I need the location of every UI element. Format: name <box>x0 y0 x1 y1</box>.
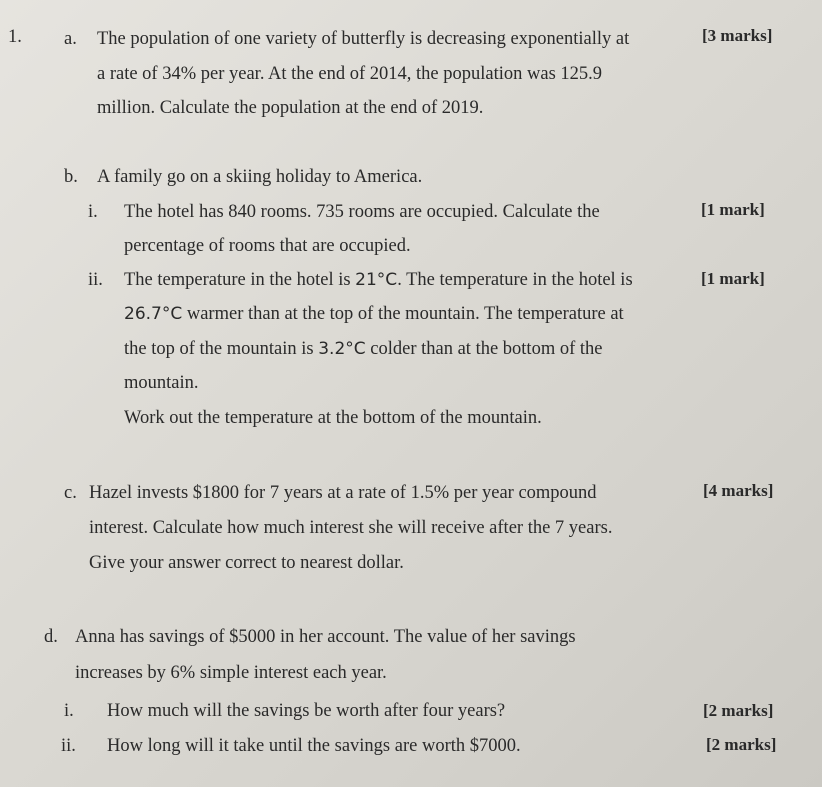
part-b-ii-marks: [1 mark] <box>701 269 765 288</box>
part-d-i-label: i. <box>64 701 74 721</box>
part-d-line-2: increases by 6% simple interest each year. <box>75 663 387 683</box>
part-d-ii-marks: [2 marks] <box>706 735 777 754</box>
part-c-label: c. <box>64 483 77 503</box>
part-a-marks: [3 marks] <box>702 26 773 45</box>
part-b-ii-line-1-end: . The temperature in the hotel is <box>397 270 633 290</box>
hotel-temperature: 21°C <box>355 270 398 290</box>
warmer-temperature: 26.7°C <box>124 304 183 324</box>
part-d-label: d. <box>44 627 58 647</box>
part-c-line-3: Give your answer correct to nearest dollar. <box>89 553 404 573</box>
part-b-ii-line-1-text: The temperature in the hotel is <box>124 270 356 290</box>
part-b-ii-line-2-text: warmer than at the top of the mountain. The temperature at <box>182 304 624 324</box>
part-c-marks: [4 marks] <box>703 481 774 500</box>
part-a-line-2: a rate of 34% per year. At the end of 2014, the population was 125.9 <box>97 64 603 84</box>
part-b-ii-line-5: Work out the temperature at the bottom of the mountain. <box>124 408 542 428</box>
part-b-intro: A family go on a skiing holiday to America. <box>97 167 423 187</box>
part-b-label: b. <box>64 167 78 187</box>
part-b-i-marks: [1 mark] <box>701 200 765 219</box>
part-d-line-1: Anna has savings of $5000 in her account. The value of her savings <box>75 627 576 647</box>
part-b-ii-line-4: mountain. <box>124 373 199 393</box>
part-d-i-marks: [2 marks] <box>703 701 774 720</box>
part-a-line-1: The population of one variety of butterfly is decreasing exponentially at <box>97 29 630 49</box>
part-b-i-label: i. <box>88 202 98 222</box>
part-c-line-1: Hazel invests $1800 for 7 years at a rate of 1.5% per year compound <box>89 483 597 503</box>
part-b-ii-line-2 <box>124 303 624 325</box>
part-d-ii-text: How long will it take until the savings are worth $7000. <box>107 736 521 756</box>
part-d-ii-label: ii. <box>61 736 76 756</box>
part-b-i-line-2: percentage of rooms that are occupied. <box>124 236 411 256</box>
part-a-label: a. <box>64 29 77 49</box>
part-b-ii-label: ii. <box>88 270 103 290</box>
part-b-ii-line-3 <box>124 338 602 360</box>
part-b-ii-line-3-end: colder than at the bottom of the <box>365 339 603 359</box>
part-c-line-2: interest. Calculate how much interest she will receive after the 7 years. <box>89 518 613 538</box>
part-a-line-3: million. Calculate the population at the end of 2019. <box>97 98 484 118</box>
part-b-ii-line-3-text: the top of the mountain is <box>124 339 319 359</box>
question-number: 1. <box>8 27 22 47</box>
part-b-ii-line-1 <box>124 269 633 291</box>
part-b-i-line-1: The hotel has 840 rooms. 735 rooms are occupied. Calculate the <box>124 202 600 222</box>
colder-temperature: 3.2°C <box>318 339 366 359</box>
part-d-i-text: How much will the savings be worth after four years? <box>107 701 506 721</box>
